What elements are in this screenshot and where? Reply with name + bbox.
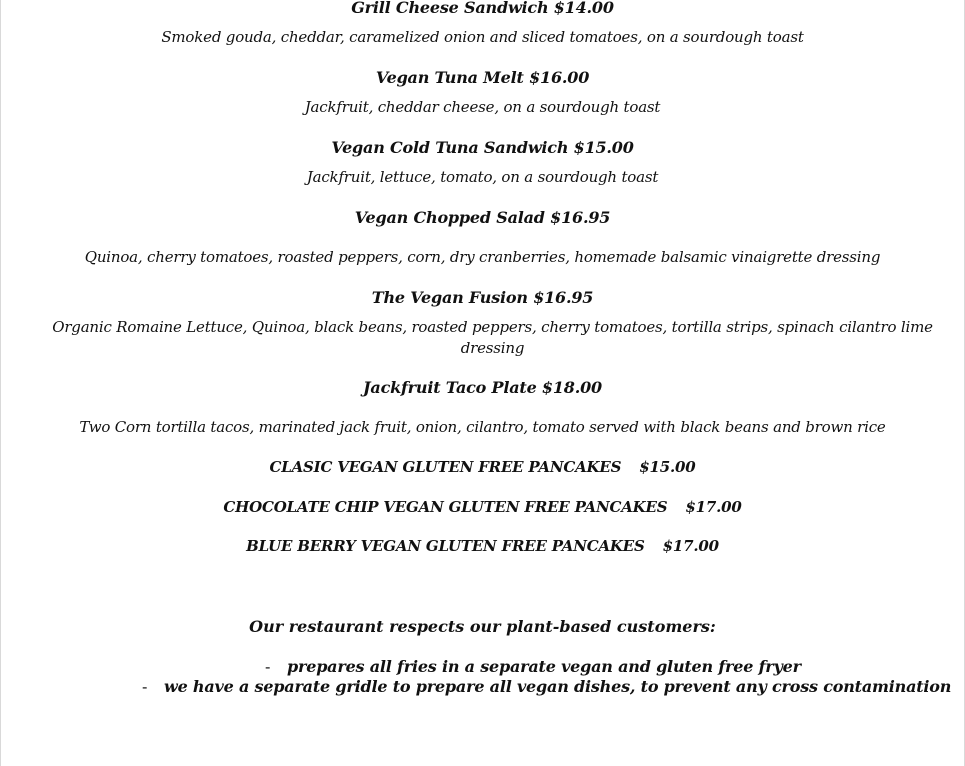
item-title-jackfruit-taco: Jackfruit Taco Plate $18.00 — [363, 378, 602, 397]
item-title-grill-cheese: Grill Cheese Sandwich $14.00 — [351, 0, 614, 17]
pancake-item-blue-berry — [1, 537, 964, 555]
bullet-text: prepares all fries in a separate vegan and gluten free fryer — [287, 657, 801, 676]
notice-title: Our restaurant respects our plant-based customers: — [249, 617, 716, 636]
notice-bullet-fries — [265, 657, 801, 676]
item-description-grill-cheese: Smoked gouda, cheddar, caramelized onion and sliced tomatoes, on a sourdough toast — [161, 28, 804, 46]
item-title-vegan-fusion: The Vegan Fusion $16.95 — [371, 288, 594, 307]
pancake-name: BLUE BERRY VEGAN GLUTEN FREE PANCAKES — [246, 537, 645, 555]
bullet-text: we have a separate gridle to prepare all vegan dishes, to prevent any cross contamination — [164, 677, 952, 696]
pancake-name: CLASIC VEGAN GLUTEN FREE PANCAKES — [269, 458, 622, 476]
item-description-jackfruit-taco: Two Corn tortilla tacos, marinated jack fruit, onion, cilantro, tomato served with black beans and brown rice — [79, 418, 886, 436]
pancake-price: $17.00 — [662, 537, 719, 555]
item-title-vegan-tuna-melt: Vegan Tuna Melt $16.00 — [375, 68, 590, 87]
bullet-marker: - — [265, 657, 271, 676]
item-description-vegan-fusion: Organic Romaine Lettuce, Quinoa, black beans, roasted peppers, cherry tomatoes, tortilla strips, spinach cilantro lime dressing — [52, 318, 933, 357]
item-description-vegan-tuna-melt: Jackfruit, cheddar cheese, on a sourdough toast — [304, 98, 661, 116]
notice-bullet-griddle — [142, 677, 951, 696]
item-title-vegan-chopped-salad: Vegan Chopped Salad $16.95 — [354, 208, 611, 227]
pancake-name: CHOCOLATE CHIP VEGAN GLUTEN FREE PANCAKES — [223, 498, 668, 516]
item-description-vegan-chopped-salad: Quinoa, cherry tomatoes, roasted peppers, corn, dry cranberries, homemade balsamic vinaigrette dressing — [84, 248, 881, 266]
pancake-price: $15.00 — [639, 458, 696, 476]
bullet-marker: - — [142, 677, 148, 696]
pancake-item-classic — [1, 458, 964, 476]
pancake-item-chocolate-chip — [1, 498, 964, 516]
item-description-vegan-cold-tuna: Jackfruit, lettuce, tomato, on a sourdough toast — [306, 168, 659, 186]
item-title-vegan-cold-tuna: Vegan Cold Tuna Sandwich $15.00 — [331, 138, 634, 157]
pancake-price: $17.00 — [685, 498, 742, 516]
